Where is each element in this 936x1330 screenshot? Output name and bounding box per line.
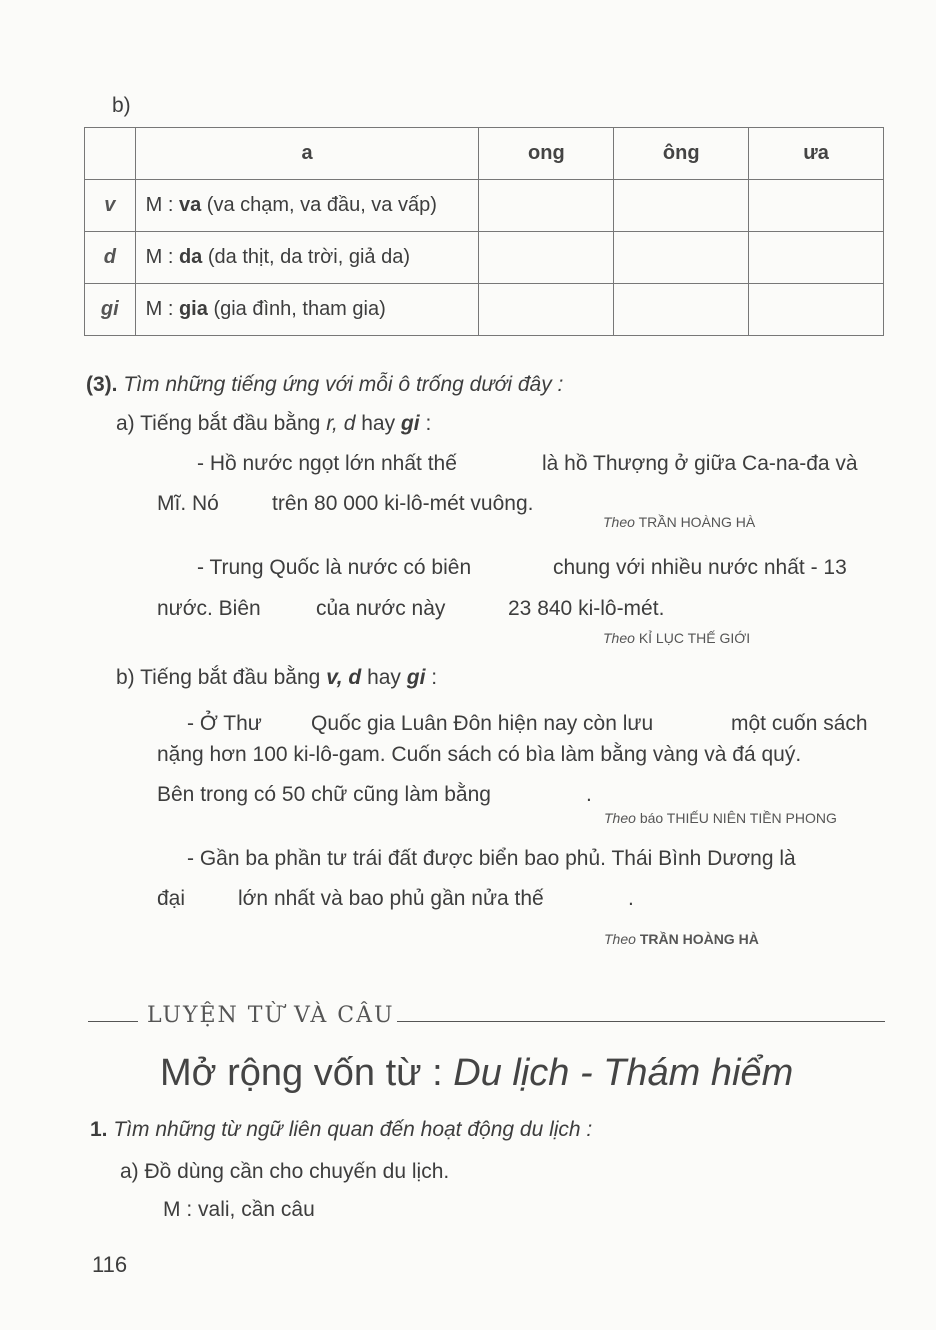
lesson-title: Mở rộng vốn từ : Du lịch - Thám hiểm [160,1052,794,1094]
para2-text: của nước này [316,597,446,620]
para1-text: Mĩ. Nó [157,492,219,515]
exercise-1-part-a: a) Đồ dùng cần cho chuyến du lịch. [120,1160,450,1183]
para1-text: là hồ Thượng ở giữa Ca-na-đa và [542,452,858,475]
heading-rule [88,1021,138,1022]
example-cell: M : da (da thịt, da trời, giả da) [135,232,479,284]
source-citation: Theo TRẦN HOÀNG HÀ [604,931,759,947]
para3-text: một cuốn sách [731,712,868,735]
table-row [85,180,884,232]
para1-text: - Hồ nước ngọt lớn nhất thế [197,452,457,475]
para4-text: - Gần ba phần tư trái đất được biển bao phủ. Thái Bình Dương là [187,847,796,870]
section-heading: LUYỆN TỪ VÀ CÂU [147,1003,395,1028]
para3-text: - Ở Thư [187,712,262,735]
source-citation: Theo KỈ LỤC THẾ GIỚI [603,630,751,646]
example-line: M : vali, cần câu [163,1198,315,1221]
table-row [85,232,884,284]
exercise-3-instruction: (3). Tìm những tiếng ứng với mỗi ô trống dưới đây : [86,373,564,396]
source-citation: Theo TRẦN HOÀNG HÀ [603,514,756,530]
table-header-cell: ông [614,128,749,180]
table-header-cell: ong [479,128,614,180]
exercise-label: b) [112,94,131,117]
para1-text: trên 80 000 ki-lô-mét vuông. [272,492,534,515]
para3-text: . [586,783,592,806]
para3-text: nặng hơn 100 ki-lô-gam. Cuốn sách có bìa làm bằng vàng và đá quý. [157,743,802,766]
example-cell: M : gia (gia đình, tham gia) [135,284,479,336]
source-citation: Theo báo THIẾU NIÊN TIỀN PHONG [604,810,837,826]
example-cell: M : va (va chạm, va đầu, va vấp) [135,180,479,232]
blank-cell[interactable] [749,284,884,336]
para4-text: . [628,887,634,910]
initial-cell: v [85,180,136,232]
table-header-cell: ưa [749,128,884,180]
para4-text: đại [157,887,186,910]
blank-cell[interactable] [614,284,749,336]
syllable-table [84,127,884,336]
table-row [85,284,884,336]
blank-cell[interactable] [614,180,749,232]
para2-text: chung với nhiều nước nhất - 13 [553,556,847,579]
table-header-cell: a [135,128,479,180]
part-b-label: b) Tiếng bắt đầu bằng v, d hay gi : [116,666,438,689]
para3-text: Bên trong có 50 chữ cũng làm bằng [157,783,491,806]
blank-cell[interactable] [614,232,749,284]
table-header-cell [85,128,136,180]
para3-text: Quốc gia Luân Đôn hiện nay còn lưu [311,712,654,735]
para2-text: - Trung Quốc là nước có biên [197,556,472,579]
blank-cell[interactable] [479,180,614,232]
blank-cell[interactable] [749,180,884,232]
page-number: 116 [92,1252,128,1277]
initial-cell: gi [85,284,136,336]
para4-text: lớn nhất và bao phủ gần nửa thế [238,887,544,910]
initial-cell: d [85,232,136,284]
exercise-1-instruction: 1. Tìm những từ ngữ liên quan đến hoạt động du lịch : [90,1118,593,1141]
para2-text: 23 840 ki-lô-mét. [508,597,665,620]
heading-rule [397,1021,885,1022]
table-header-row [85,128,884,180]
blank-cell[interactable] [479,284,614,336]
part-a-label: a) Tiếng bắt đầu bằng r, d hay gi : [116,412,432,435]
blank-cell[interactable] [749,232,884,284]
para2-text: nước. Biên [157,597,261,620]
blank-cell[interactable] [479,232,614,284]
